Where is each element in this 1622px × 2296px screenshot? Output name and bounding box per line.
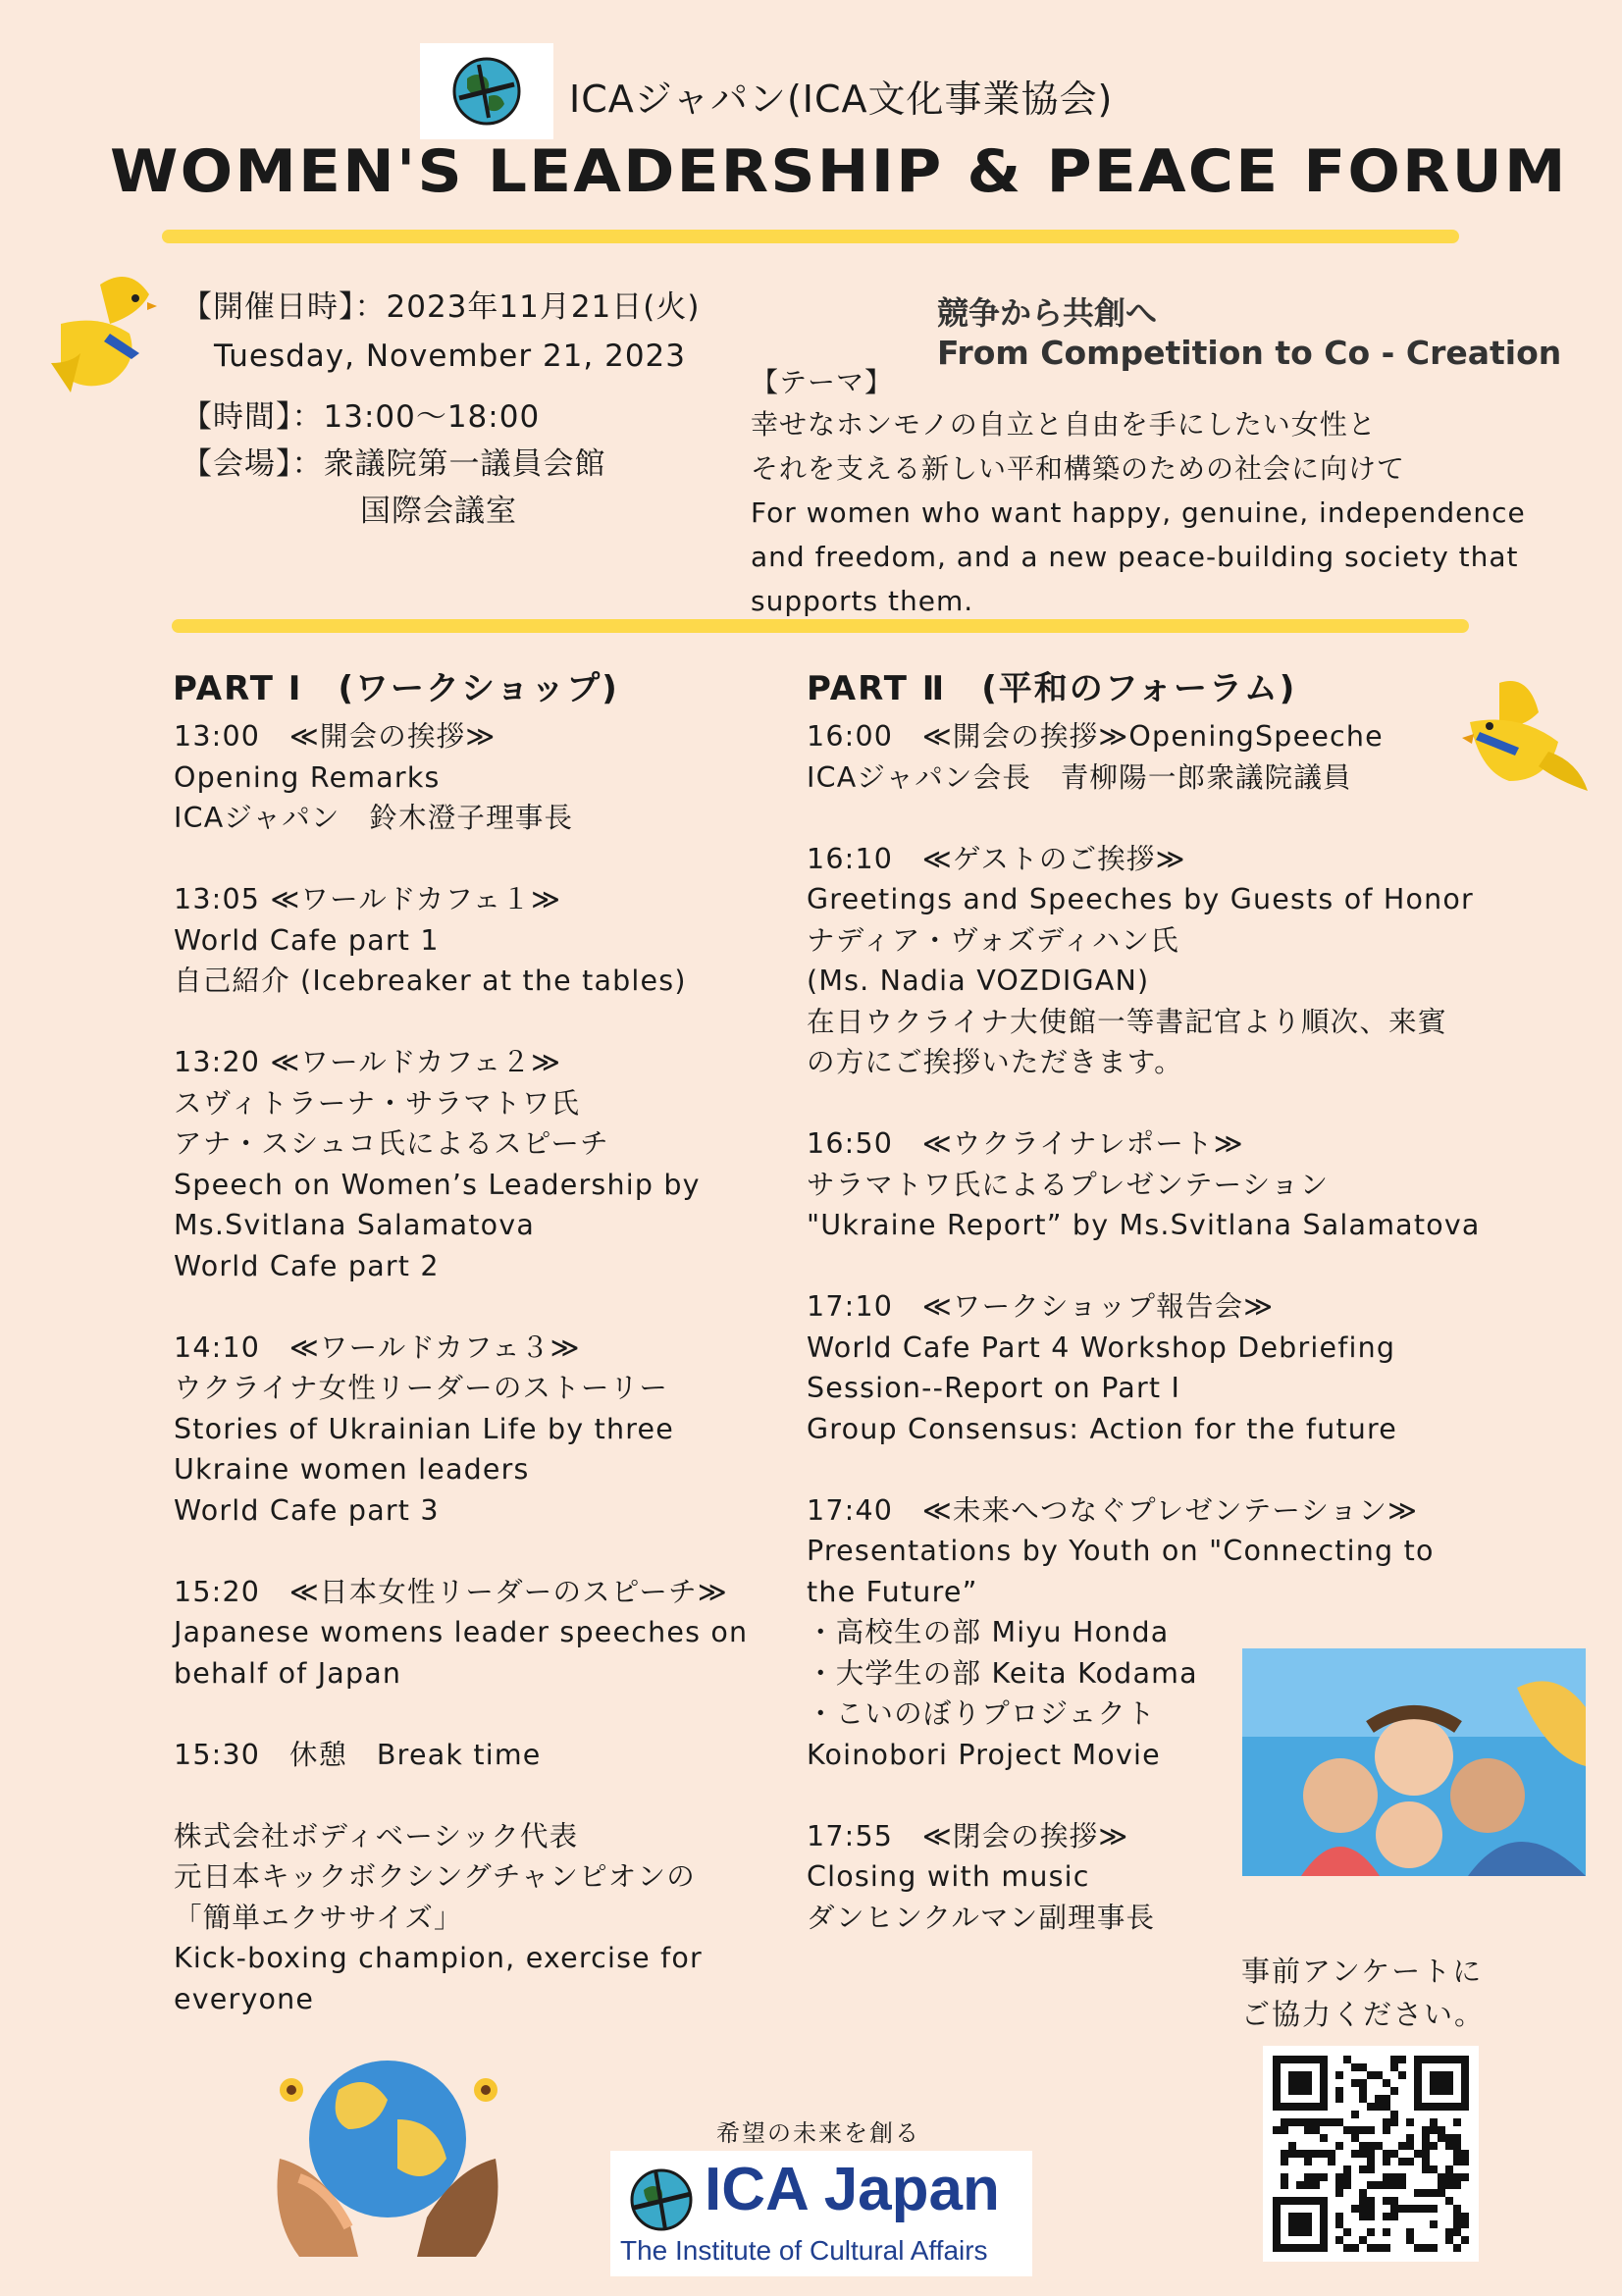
part2-line: ・こいのぼりプロジェクト	[807, 1697, 1156, 1730]
part2-spacer	[807, 798, 1481, 839]
theme-label: 【テーマ】	[751, 366, 894, 398]
part2-line: Koinobori Project Movie	[807, 1738, 1161, 1771]
part1-line: World Cafe part 2	[174, 1249, 440, 1282]
part2-line: ・大学生の部 Keita Kodama	[807, 1656, 1198, 1690]
survey-line: 事前アンケートに	[1241, 1955, 1484, 1988]
part2-line: Presentations by Youth on "Connecting to	[807, 1535, 1435, 1567]
part2-spacer	[807, 1449, 1481, 1490]
part1-line: 13:20 ≪ワールドカフェ２≫	[174, 1046, 562, 1078]
part1-line: スヴィトラーナ・サラマトワ氏	[174, 1086, 581, 1120]
part2-line: (Ms. Nadia VOZDIGAN)	[807, 965, 1150, 997]
part2-line: the Future”	[807, 1575, 978, 1608]
part1-spacer	[174, 1286, 748, 1328]
part1-spacer	[174, 839, 748, 880]
part1-line: 元日本キックボクシングチャンピオンの	[174, 1860, 696, 1893]
divider-top	[162, 230, 1459, 243]
part1-line: Ukraine women leaders	[174, 1453, 530, 1486]
part1-line: 14:10 ≪ワールドカフェ３≫	[174, 1331, 581, 1364]
part1-line: Ms.Svitlana Salamatova	[174, 1209, 536, 1241]
part2-line: Greetings and Speeches by Guests of Honor	[807, 883, 1474, 915]
part1-line: Japanese womens leader speeches on	[174, 1616, 749, 1648]
logo-subtitle: The Institute of Cultural Affairs	[620, 2235, 988, 2266]
theme-title-en: From Competition to Co - Creation	[937, 334, 1562, 372]
part2-line: Closing with music	[807, 1860, 1090, 1893]
theme-text	[751, 402, 1526, 623]
part1-line: everyone	[174, 1982, 315, 2015]
part2-spacer	[807, 1246, 1481, 1287]
kids-photo	[1242, 1648, 1586, 1876]
theme-line: 幸せなホンモノの自立と自由を手にしたい女性と	[751, 408, 1377, 441]
dove-icon	[41, 265, 159, 416]
part1-spacer	[174, 1694, 748, 1735]
part1-spacer	[174, 1775, 748, 1816]
theme-title-ja: 競争から共創へ	[937, 294, 1158, 332]
survey-line: ご協力ください。	[1241, 1998, 1486, 2031]
survey-note	[1241, 1950, 1485, 2036]
globe-icon	[626, 2165, 697, 2235]
part1-spacer	[174, 1002, 748, 1043]
part1-spacer	[174, 1531, 748, 1572]
event-date: 【開催日時】：2023年11月21日(火)	[182, 289, 701, 325]
ica-logo	[420, 43, 553, 139]
part2-line: サラマトワ氏によるプレゼンテーション	[807, 1168, 1330, 1201]
theme-line: and freedom, and a new peace-building society that	[751, 541, 1519, 573]
part1-heading: PART Ⅰ (ワークショップ)	[173, 669, 619, 708]
event-time: 【時間】：13:00～18:00	[182, 399, 541, 435]
theme-line: それを支える新しい平和構築のための社会に向けて	[751, 452, 1406, 485]
part1-line: behalf of Japan	[174, 1656, 402, 1690]
part2-line: 16:10 ≪ゲストのご挨拶≫	[807, 842, 1186, 875]
part2-line: ・高校生の部 Miyu Honda	[807, 1616, 1170, 1648]
footer-tagline: 希望の未来を創る	[716, 2119, 920, 2147]
event-venue-room: 国際会議室	[360, 494, 517, 529]
event-venue: 【会場】：衆議院第一議員会館	[182, 446, 606, 482]
part2-line: 17:10 ≪ワークショップ報告会≫	[807, 1290, 1275, 1323]
part1-line: 15:20 ≪日本女性リーダーのスピーチ≫	[174, 1575, 728, 1608]
part1-line: Speech on Women’s Leadership by	[174, 1168, 701, 1201]
globe-hands-illustration	[270, 2051, 505, 2261]
part1-line: Opening Remarks	[174, 760, 441, 794]
part2-line: 在日ウクライナ大使館一等書記官より順次、来賓	[807, 1005, 1447, 1038]
part2-spacer	[807, 1083, 1481, 1124]
part1-line: Stories of Ukrainian Life by three	[174, 1412, 674, 1445]
part2-line: World Cafe Part 4 Workshop Debriefing	[807, 1331, 1396, 1364]
divider-middle	[172, 619, 1469, 633]
part1-line: World Cafe part 3	[174, 1493, 440, 1527]
part1-line: 自己紹介 (Icebreaker at the tables)	[174, 965, 687, 997]
part2-line: "Ukraine Report” by Ms.Svitlana Salamatova	[807, 1209, 1481, 1241]
part1-line: World Cafe part 1	[174, 923, 440, 957]
part2-line: ナディア・ヴォズディハン氏	[807, 923, 1179, 957]
event-date-en: Tuesday, November 21, 2023	[214, 339, 686, 374]
part1-program	[174, 716, 748, 2019]
dove-icon	[1460, 673, 1597, 814]
ica-japan-logo	[610, 2151, 1032, 2276]
logo-name: ICA Japan	[705, 2156, 1000, 2223]
part2-line: ICAジャパン会長 青柳陽一郎衆議院議員	[807, 760, 1352, 794]
org-name: ICAジャパン(ICA文化事業協会)	[569, 78, 1114, 121]
part1-line: 株式会社ボディベーシック代表	[174, 1819, 579, 1852]
part2-line: 16:00 ≪開会の挨拶≫OpeningSpeeche	[807, 720, 1384, 753]
part1-line: ウクライナ女性リーダーのストーリー	[174, 1372, 669, 1404]
part1-line: 13:00 ≪開会の挨拶≫	[174, 720, 497, 753]
page-title: WOMEN'S LEADERSHIP & PEACE FORUM	[110, 137, 1568, 206]
part2-line: 16:50 ≪ウクライナレポート≫	[807, 1127, 1244, 1160]
part1-line: 「簡単エクササイズ」	[174, 1901, 463, 1934]
theme-line: supports them.	[751, 585, 974, 617]
part2-line: Session--Report on Part I	[807, 1372, 1181, 1404]
part1-line: Kick-boxing champion, exercise for	[174, 1942, 703, 1974]
part2-line: 17:40 ≪未来へつなぐプレゼンテーション≫	[807, 1493, 1419, 1527]
part2-line: Group Consensus: Action for the future	[807, 1412, 1398, 1445]
qr-code[interactable]	[1263, 2046, 1479, 2262]
theme-line: For women who want happy, genuine, independence	[751, 496, 1526, 529]
part2-heading: PART Ⅱ (平和のフォーラム)	[807, 669, 1297, 708]
part2-line: の方にご挨拶いただきます。	[807, 1046, 1183, 1078]
part1-line: アナ・スシュコ氏によるスピーチ	[174, 1127, 609, 1160]
part2-line: 17:55 ≪閉会の挨拶≫	[807, 1819, 1129, 1852]
part2-line: ダンヒンクルマン副理事長	[807, 1901, 1156, 1934]
part1-line: 15:30 休憩 Break time	[174, 1738, 542, 1771]
part1-line: ICAジャパン 鈴木澄子理事長	[174, 802, 574, 834]
part1-line: 13:05 ≪ワールドカフェ１≫	[174, 883, 562, 915]
